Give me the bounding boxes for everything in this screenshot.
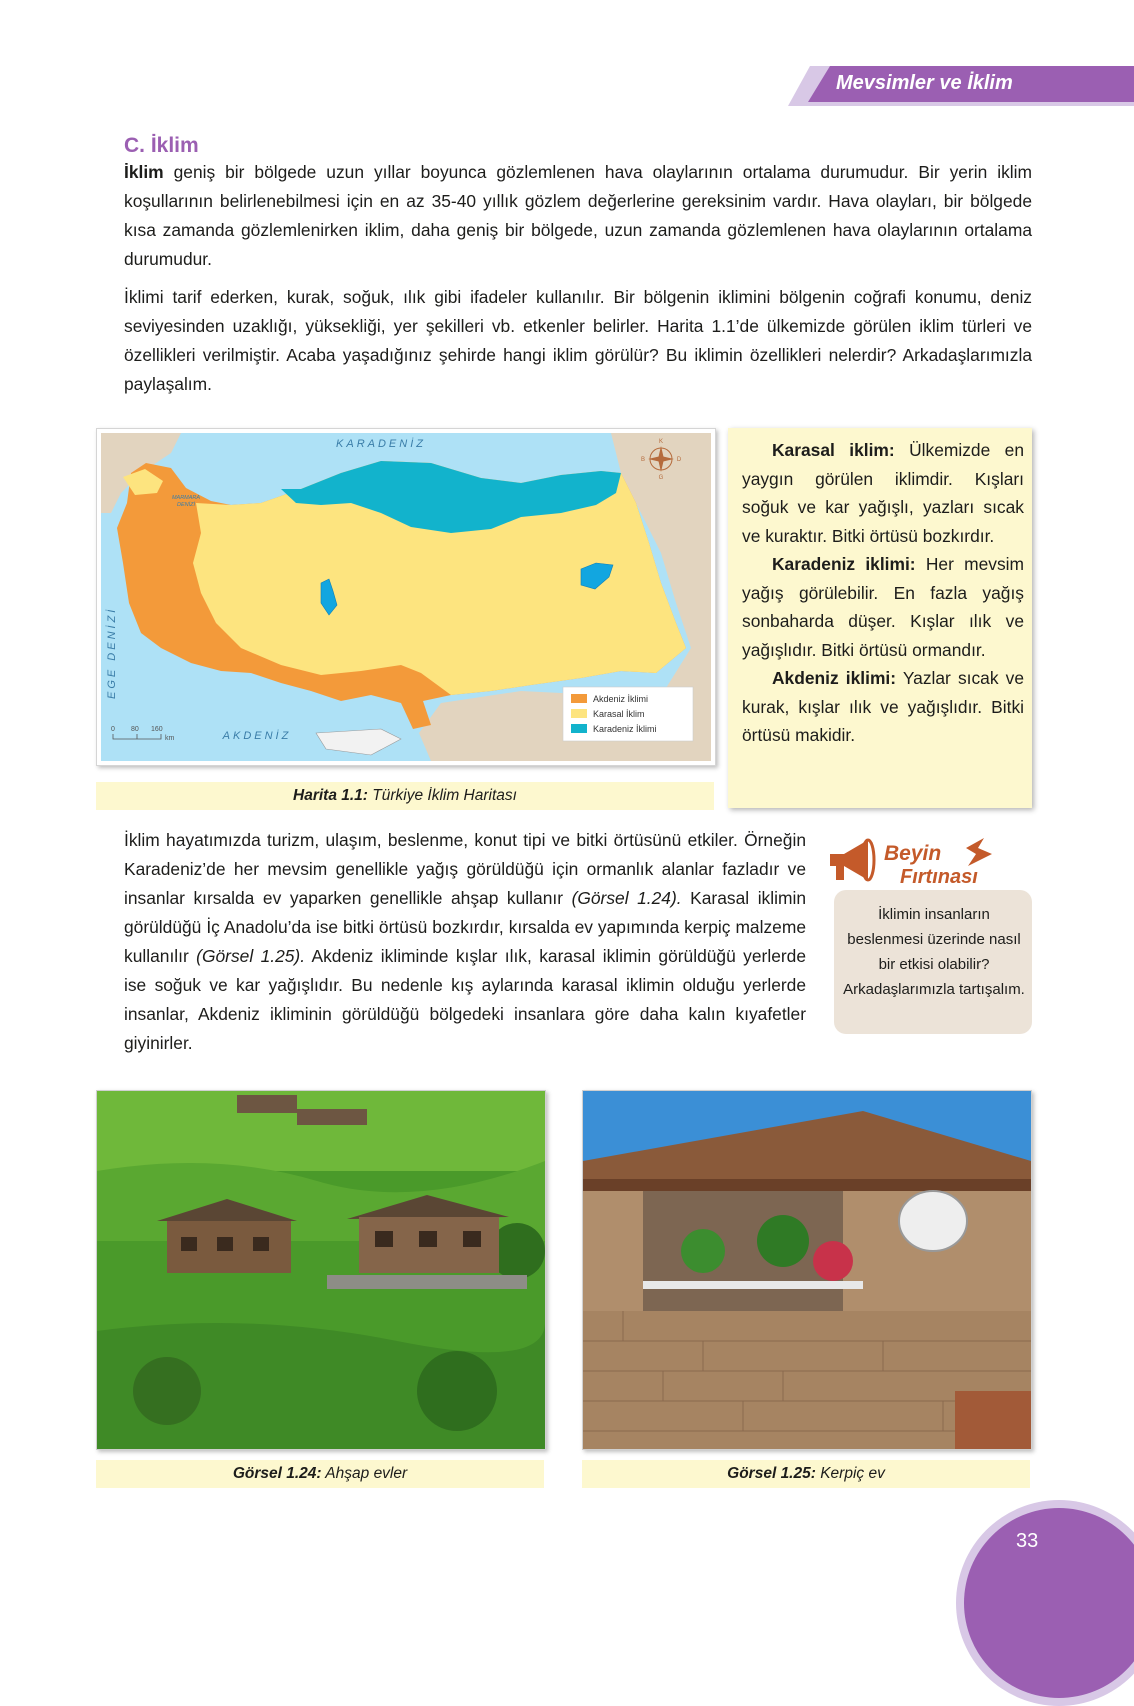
svg-text:G: G bbox=[658, 475, 664, 481]
term-iklim: İklim bbox=[124, 162, 164, 182]
photo-2-caption-text: Kerpiç ev bbox=[815, 1465, 885, 1482]
mudbrick-house-image bbox=[583, 1091, 1031, 1449]
svg-text:160: 160 bbox=[151, 726, 163, 733]
ref-gorsel-1-24: (Görsel 1.24). bbox=[571, 888, 682, 908]
intro-paragraph-2-text: İklimi tarif ederken, kurak, soğuk, ılık gibi ifadeler kullanılır. Bir bölgenin iklimini bölgenin coğrafi konumu, deniz seviyesinden uzaklığı, yüksekliği, yer şekilleri vb. etkenler belirler. Harita 1.1’de ülkemizde görülen iklim türleri ve özellikleri verilmiştir. Acaba yaşadığınız şehirde hangi iklim görülür? Bu iklimin özellikleri nelerdir? Arkadaşlarımızla paylaşalım. bbox=[124, 287, 1032, 394]
karasal-description: Karasal iklim: Ülkemizde en yaygın görülen iklimdir. Kışları soğuk ve kar yağışlı, yazları sıcak ve kuraktır. Bitki örtüsü bozkırdır. bbox=[742, 440, 1024, 546]
body-paragraph-3: İklim hayatımızda turizm, ulaşım, beslenme, konut tipi ve bitki örtüsünü etkiler. Örneğin Karadeniz’de her mevsim genellikle yağış görüldüğü için ormanlık alanlar fazladır ve insanlar kırsalda ev yaparken genellikle ahşap kullanır (Görsel 1.24). Karasal iklimin görüldüğü İç Anadolu’da ise bitki örtüsü bozkırdır, kırsalda ev yapımında kerpiç malzeme kullanılır (Görsel 1.25). Akdeniz ikliminde kışlar ılık, karasal iklimin görüldüğü yerlerde ise soğuk ve kar yağışlıdır. Bu nedenle kış aylarında karasal iklimin olduğu yerlerde insanlar, Akdeniz ikliminin görüldüğü bölgedeki insanlara göre daha kalın kıyafetler giyinirler. bbox=[124, 830, 806, 1053]
turkey-climate-map bbox=[101, 433, 711, 761]
intro-paragraph-2 bbox=[124, 283, 1032, 399]
legend-swatch-karasal bbox=[571, 709, 587, 718]
map-caption-text: Türkiye İklim Haritası bbox=[367, 787, 517, 804]
label-marmara-denizi: DENİZİ bbox=[176, 502, 196, 508]
photo-wooden-houses bbox=[96, 1090, 546, 1450]
akdeniz-description: Akdeniz iklimi: Yazlar sıcak ve kurak, kışlar ılık ve yağışlıdır. Bitki örtüsü makidir. bbox=[742, 668, 1025, 745]
label-akdeniz: AKDENİZ bbox=[222, 730, 292, 742]
svg-text:0: 0 bbox=[111, 726, 115, 733]
megaphone-icon bbox=[826, 834, 882, 886]
map-caption-label: Harita 1.1: bbox=[293, 787, 368, 804]
photo-mudbrick-house bbox=[582, 1090, 1032, 1450]
climate-map bbox=[96, 428, 716, 766]
svg-text:K: K bbox=[658, 439, 664, 445]
intro-paragraph-1 bbox=[124, 158, 1032, 274]
photo-2-caption bbox=[582, 1460, 1030, 1488]
page-number: 33 bbox=[1016, 1530, 1039, 1552]
svg-text:km: km bbox=[165, 735, 175, 742]
lightning-icon bbox=[962, 836, 996, 868]
intro-paragraph-1-text: geniş bir bölgede uzun yıllar boyunca gözlemlenen hava olaylarının ortalama durumudur. Bir yerin iklim koşullarının belirlenebilmesi için en az 35-40 yıllık gözlem değerlerine gereksinim vardır. Hava olayları, bir bölgede kısa zamanda gözlemlenirken iklim, daha geniş bir bölgede, uzun zamanda gözlemlenen hava olaylarının ortalama durumudur. bbox=[124, 162, 1032, 269]
wooden-houses-image bbox=[97, 1091, 545, 1449]
karadeniz-description: Karadeniz iklimi: Her mevsim yağış görülebilir. En fazla yağış sonbaharda düşer. Kışlar ılık ve yağışlıdır. Bitki örtüsü ormandır. bbox=[742, 554, 1024, 660]
chapter-title: Mevsimler ve İklim bbox=[836, 72, 1013, 94]
svg-text:D: D bbox=[676, 457, 682, 463]
brainstorm-title-2: Fırtınası bbox=[900, 866, 978, 888]
photo-1-caption-text: Ahşap evler bbox=[321, 1465, 408, 1482]
legend-swatch-akdeniz bbox=[571, 694, 587, 703]
photo-1-caption bbox=[96, 1460, 544, 1488]
map-caption bbox=[96, 782, 714, 810]
brainstorm-box bbox=[834, 890, 1032, 1034]
label-marmara: MARMARA bbox=[171, 495, 201, 501]
photo-2-caption-label: Görsel 1.25: bbox=[727, 1465, 816, 1482]
section-title: C. İklim bbox=[124, 134, 199, 157]
climate-descriptions-box bbox=[728, 428, 1032, 808]
map-legend bbox=[563, 687, 693, 741]
ref-gorsel-1-25: (Görsel 1.25). bbox=[196, 946, 306, 966]
svg-text:B: B bbox=[640, 457, 646, 463]
label-karadeniz: KARADENİZ bbox=[336, 438, 426, 450]
photo-1-caption-label: Görsel 1.24: bbox=[232, 1465, 322, 1482]
svg-text:80: 80 bbox=[131, 726, 139, 733]
label-ege-denizi: EGE DENİZİ bbox=[106, 606, 118, 699]
legend-label-akdeniz: Akdeniz İklimi bbox=[593, 694, 649, 704]
brainstorm-question: İklimin insanların beslenmesi üzerinde nasıl bir etkisi olabilir? Arkadaşlarımızla tartışalım. bbox=[843, 906, 1025, 998]
legend-swatch-karadeniz bbox=[571, 724, 587, 733]
legend-label-karasal: Karasal İklim bbox=[593, 709, 645, 719]
legend-label-karadeniz: Karadeniz İklimi bbox=[593, 724, 657, 734]
brainstorm-title-1: Beyin bbox=[884, 842, 942, 865]
